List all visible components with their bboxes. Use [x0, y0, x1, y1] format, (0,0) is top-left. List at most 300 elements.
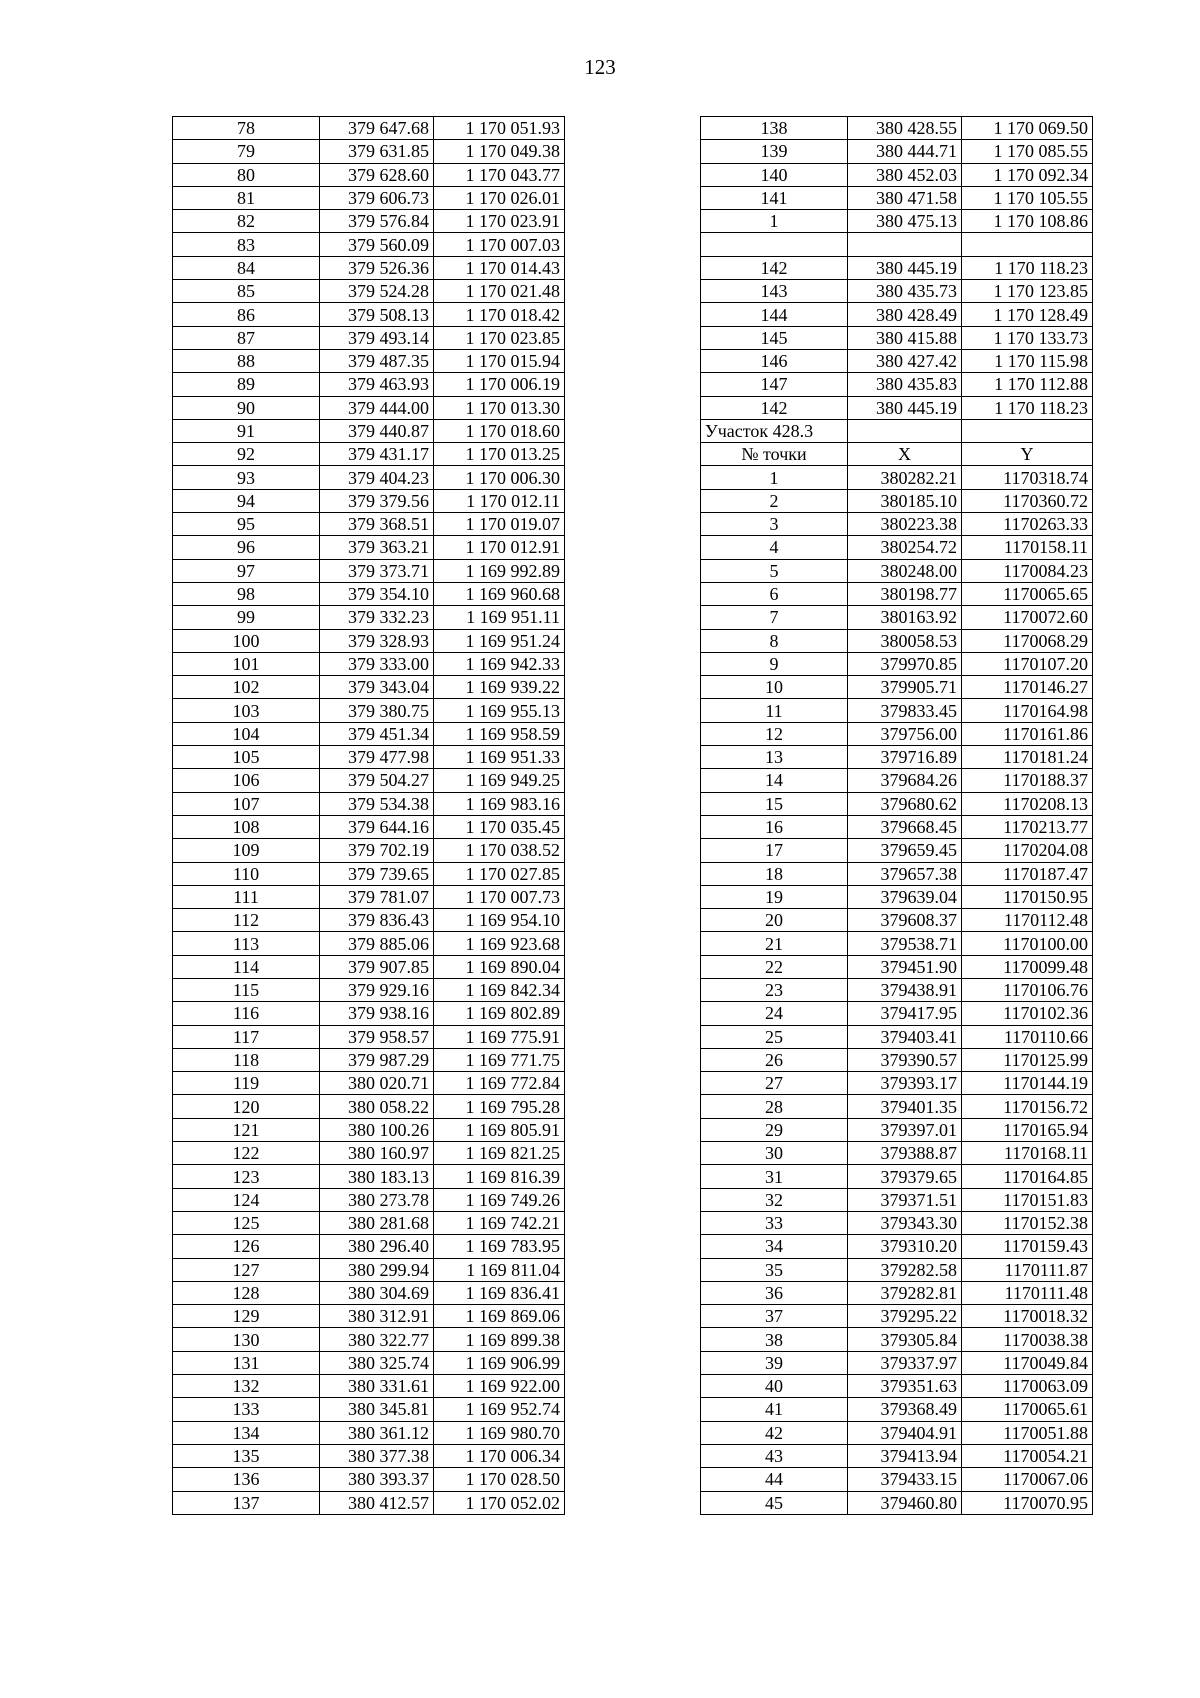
y-coordinate-cell: 1 169 922.00	[434, 1375, 565, 1398]
point-number-cell: 110	[173, 862, 320, 885]
y-coordinate-cell: 1170360.72	[962, 489, 1093, 512]
y-coordinate-cell: 1 170 013.25	[434, 443, 565, 466]
y-coordinate-cell: 1 170 015.94	[434, 349, 565, 372]
y-coordinate-cell: 1170111.87	[962, 1258, 1093, 1281]
x-coordinate-cell: 379 354.10	[320, 582, 434, 605]
point-number-cell: 11	[701, 699, 848, 722]
x-coordinate-cell: 379 328.93	[320, 629, 434, 652]
table-row	[173, 1398, 565, 1421]
table-row	[173, 536, 565, 559]
point-number-cell: 138	[701, 117, 848, 140]
y-coordinate-cell: 1170102.36	[962, 1002, 1093, 1025]
point-number-cell: 37	[701, 1305, 848, 1328]
y-coordinate-cell: 1170084.23	[962, 559, 1093, 582]
point-number-cell: 27	[701, 1072, 848, 1095]
table-row	[701, 909, 1093, 932]
y-coordinate-cell: 1 170 038.52	[434, 839, 565, 862]
x-coordinate-cell: 380 304.69	[320, 1281, 434, 1304]
y-coordinate-cell: 1 170 012.91	[434, 536, 565, 559]
table-row	[701, 280, 1093, 303]
point-number-cell: 101	[173, 652, 320, 675]
x-coordinate-cell: 379305.84	[848, 1328, 962, 1351]
table-row	[701, 256, 1093, 279]
y-coordinate-cell: 1 170 112.88	[962, 373, 1093, 396]
x-coordinate-cell: 379 493.14	[320, 326, 434, 349]
x-coordinate-cell: 379282.81	[848, 1281, 962, 1304]
x-coordinate-cell: 379 333.00	[320, 652, 434, 675]
table-row	[701, 652, 1093, 675]
y-coordinate-cell: 1 169 795.28	[434, 1095, 565, 1118]
y-coordinate-cell: 1170164.85	[962, 1165, 1093, 1188]
table-row	[701, 885, 1093, 908]
table-row	[701, 1351, 1093, 1374]
point-number-cell: 100	[173, 629, 320, 652]
x-coordinate-cell: 379 504.27	[320, 769, 434, 792]
x-coordinate-cell: 380 183.13	[320, 1165, 434, 1188]
point-number-cell: 26	[701, 1048, 848, 1071]
x-coordinate-cell: 380058.53	[848, 629, 962, 652]
x-coordinate-cell: 379 363.21	[320, 536, 434, 559]
point-number-cell: 45	[701, 1491, 848, 1514]
table-row	[701, 303, 1093, 326]
table-row	[173, 722, 565, 745]
section-title-row	[701, 419, 1093, 442]
y-coordinate-cell: 1 170 021.48	[434, 280, 565, 303]
table-row	[173, 326, 565, 349]
point-number-cell: 137	[173, 1491, 320, 1514]
y-coordinate-cell: 1170151.83	[962, 1188, 1093, 1211]
y-coordinate-cell: 1170051.88	[962, 1421, 1093, 1444]
point-number-cell: 84	[173, 256, 320, 279]
table-row	[173, 513, 565, 536]
table-row	[173, 1491, 565, 1514]
point-number-cell: 113	[173, 932, 320, 955]
y-coordinate-cell: 1170070.95	[962, 1491, 1093, 1514]
y-coordinate-cell: 1 169 821.25	[434, 1142, 565, 1165]
table-row	[701, 1444, 1093, 1467]
y-coordinate-cell: 1170263.33	[962, 513, 1093, 536]
point-number-cell: 106	[173, 769, 320, 792]
x-coordinate-cell: 379413.94	[848, 1444, 962, 1467]
table-row	[701, 1235, 1093, 1258]
y-coordinate-cell: 1 170 051.93	[434, 117, 565, 140]
table-row	[173, 1118, 565, 1141]
table-row	[701, 978, 1093, 1001]
table-row	[173, 978, 565, 1001]
point-number-cell: 21	[701, 932, 848, 955]
x-coordinate-cell: 379351.63	[848, 1375, 962, 1398]
y-coordinate-cell: 1170165.94	[962, 1118, 1093, 1141]
point-number-cell: 1	[701, 210, 848, 233]
y-coordinate-cell: 1170208.13	[962, 792, 1093, 815]
y-coordinate-cell: 1 169 772.84	[434, 1072, 565, 1095]
point-number-cell: 87	[173, 326, 320, 349]
y-coordinate-cell: 1 170 006.34	[434, 1444, 565, 1467]
table-row	[173, 932, 565, 955]
x-coordinate-cell: 379 440.87	[320, 419, 434, 442]
x-coordinate-cell: 379 836.43	[320, 909, 434, 932]
y-coordinate-cell: 1 169 980.70	[434, 1421, 565, 1444]
y-coordinate-cell: 1170067.06	[962, 1468, 1093, 1491]
table-row	[701, 792, 1093, 815]
x-coordinate-cell: 379401.35	[848, 1095, 962, 1118]
x-coordinate-cell: 379 938.16	[320, 1002, 434, 1025]
table-row	[173, 349, 565, 372]
table-row	[701, 1165, 1093, 1188]
x-coordinate-cell: 380 299.94	[320, 1258, 434, 1281]
table-row	[701, 862, 1093, 885]
x-coordinate-cell: 380 281.68	[320, 1211, 434, 1234]
x-coordinate-cell: 379417.95	[848, 1002, 962, 1025]
x-coordinate-cell: 380 377.38	[320, 1444, 434, 1467]
point-number-cell: 126	[173, 1235, 320, 1258]
point-number-cell: 79	[173, 140, 320, 163]
point-number-cell: 120	[173, 1095, 320, 1118]
table-row	[701, 326, 1093, 349]
y-coordinate-cell: 1170068.29	[962, 629, 1093, 652]
table-row	[701, 629, 1093, 652]
table-row	[173, 233, 565, 256]
section-title: Участок 428.3	[701, 419, 848, 442]
point-number-cell: 7	[701, 606, 848, 629]
y-coordinate-cell: 1 170 035.45	[434, 815, 565, 838]
table-row	[173, 1421, 565, 1444]
point-number-cell: 78	[173, 117, 320, 140]
table-row	[173, 1328, 565, 1351]
y-coordinate-cell: 1170110.66	[962, 1025, 1093, 1048]
y-coordinate-cell	[962, 233, 1093, 256]
table-row	[701, 1072, 1093, 1095]
table-row	[173, 396, 565, 419]
point-number-cell: 125	[173, 1211, 320, 1234]
point-number-cell: 133	[173, 1398, 320, 1421]
table-row	[701, 536, 1093, 559]
y-coordinate-cell: 1 170 049.38	[434, 140, 565, 163]
point-number-cell: 30	[701, 1142, 848, 1165]
header-y: Y	[962, 443, 1093, 466]
point-number-cell: 145	[701, 326, 848, 349]
table-row	[173, 1351, 565, 1374]
x-coordinate-cell: 379 508.13	[320, 303, 434, 326]
y-coordinate-cell: 1 170 023.91	[434, 210, 565, 233]
y-coordinate-cell: 1170213.77	[962, 815, 1093, 838]
y-coordinate-cell: 1 169 992.89	[434, 559, 565, 582]
x-coordinate-cell: 379 628.60	[320, 163, 434, 186]
point-number-cell: 142	[701, 396, 848, 419]
y-coordinate-cell: 1170100.00	[962, 932, 1093, 955]
table-row	[173, 769, 565, 792]
y-coordinate-cell: 1 169 783.95	[434, 1235, 565, 1258]
y-coordinate-cell: 1 169 951.33	[434, 746, 565, 769]
table-row	[173, 629, 565, 652]
y-coordinate-cell: 1170106.76	[962, 978, 1093, 1001]
x-coordinate-cell: 379 647.68	[320, 117, 434, 140]
x-coordinate-cell: 380254.72	[848, 536, 962, 559]
y-coordinate-cell: 1 169 949.25	[434, 769, 565, 792]
point-number-cell: 111	[173, 885, 320, 908]
table-row	[173, 815, 565, 838]
y-coordinate-cell: 1 169 906.99	[434, 1351, 565, 1374]
table-row	[701, 1375, 1093, 1398]
point-number-cell: 2	[701, 489, 848, 512]
point-number-cell: 19	[701, 885, 848, 908]
table-row	[701, 466, 1093, 489]
x-coordinate-cell: 379 644.16	[320, 815, 434, 838]
y-coordinate-cell: 1 170 108.86	[962, 210, 1093, 233]
table-row	[173, 792, 565, 815]
point-number-cell: 4	[701, 536, 848, 559]
y-coordinate-cell: 1 170 092.34	[962, 163, 1093, 186]
x-coordinate-cell: 379 885.06	[320, 932, 434, 955]
table-row	[173, 373, 565, 396]
y-coordinate-cell: 1170112.48	[962, 909, 1093, 932]
point-number-cell: 107	[173, 792, 320, 815]
table-row	[701, 1048, 1093, 1071]
x-coordinate-cell: 380 412.57	[320, 1491, 434, 1514]
y-coordinate-cell: 1170018.32	[962, 1305, 1093, 1328]
table-row	[173, 1188, 565, 1211]
y-coordinate-cell: 1170054.21	[962, 1444, 1093, 1467]
table-row	[701, 489, 1093, 512]
table-row	[173, 1444, 565, 1467]
point-number-cell: 42	[701, 1421, 848, 1444]
y-coordinate-cell: 1 170 043.77	[434, 163, 565, 186]
x-coordinate-cell: 379905.71	[848, 676, 962, 699]
table-row	[173, 186, 565, 209]
x-coordinate-cell: 379659.45	[848, 839, 962, 862]
table-row	[173, 955, 565, 978]
y-coordinate-cell: 1 169 842.34	[434, 978, 565, 1001]
table-row	[701, 699, 1093, 722]
y-coordinate-cell: 1 169 939.22	[434, 676, 565, 699]
point-number-cell: 33	[701, 1211, 848, 1234]
table-row	[173, 606, 565, 629]
y-coordinate-cell: 1 169 952.74	[434, 1398, 565, 1421]
x-coordinate-cell: 379451.90	[848, 955, 962, 978]
y-coordinate-cell: 1 169 869.06	[434, 1305, 565, 1328]
x-coordinate-cell: 379388.87	[848, 1142, 962, 1165]
point-number-cell: 32	[701, 1188, 848, 1211]
y-coordinate-cell: 1 169 983.16	[434, 792, 565, 815]
x-coordinate-cell: 379403.41	[848, 1025, 962, 1048]
table-row	[701, 839, 1093, 862]
x-coordinate-cell: 379438.91	[848, 978, 962, 1001]
x-coordinate-cell	[848, 233, 962, 256]
point-number-cell: 109	[173, 839, 320, 862]
table-row	[701, 955, 1093, 978]
point-number-cell: 141	[701, 186, 848, 209]
y-coordinate-cell: 1 170 019.07	[434, 513, 565, 536]
table-row	[701, 233, 1093, 256]
point-number-cell: 128	[173, 1281, 320, 1304]
y-coordinate-cell: 1 169 890.04	[434, 955, 565, 978]
point-number-cell: 97	[173, 559, 320, 582]
point-number-cell: 41	[701, 1398, 848, 1421]
table-row	[701, 117, 1093, 140]
y-coordinate-cell: 1170188.37	[962, 769, 1093, 792]
page-number: 123	[584, 55, 616, 79]
table-row	[173, 210, 565, 233]
y-coordinate-cell: 1170065.65	[962, 582, 1093, 605]
point-number-cell: 35	[701, 1258, 848, 1281]
table-row	[173, 117, 565, 140]
table-row	[173, 163, 565, 186]
x-coordinate-cell: 380 331.61	[320, 1375, 434, 1398]
table-row	[173, 676, 565, 699]
table-row	[701, 513, 1093, 536]
table-row	[701, 746, 1093, 769]
point-number-cell: 122	[173, 1142, 320, 1165]
y-coordinate-cell: 1170164.98	[962, 699, 1093, 722]
x-coordinate-cell: 379833.45	[848, 699, 962, 722]
y-coordinate-cell: 1170144.19	[962, 1072, 1093, 1095]
x-coordinate-cell: 379 987.29	[320, 1048, 434, 1071]
x-coordinate-cell: 380248.00	[848, 559, 962, 582]
table-row	[701, 676, 1093, 699]
point-number-cell: 116	[173, 1002, 320, 1025]
point-number-cell: 38	[701, 1328, 848, 1351]
table-row	[173, 909, 565, 932]
x-coordinate-cell: 380 296.40	[320, 1235, 434, 1258]
table-row	[173, 1258, 565, 1281]
table-row	[173, 1211, 565, 1234]
y-coordinate-cell: 1 169 836.41	[434, 1281, 565, 1304]
y-coordinate-cell: 1 169 749.26	[434, 1188, 565, 1211]
point-number-cell: 144	[701, 303, 848, 326]
table-row	[701, 1468, 1093, 1491]
table-row	[173, 582, 565, 605]
point-number-cell: 13	[701, 746, 848, 769]
y-coordinate-cell: 1170204.08	[962, 839, 1093, 862]
point-number-cell: 5	[701, 559, 848, 582]
point-number-cell: 119	[173, 1072, 320, 1095]
x-coordinate-cell: 380282.21	[848, 466, 962, 489]
y-coordinate-cell: 1170107.20	[962, 652, 1093, 675]
y-coordinate-cell: 1 170 018.60	[434, 419, 565, 442]
point-number-cell: 40	[701, 1375, 848, 1398]
point-number-cell: 118	[173, 1048, 320, 1071]
y-coordinate-cell: 1 170 006.30	[434, 466, 565, 489]
table-row	[173, 1025, 565, 1048]
point-number-cell: 123	[173, 1165, 320, 1188]
point-number-cell: 89	[173, 373, 320, 396]
table-row	[173, 1095, 565, 1118]
point-number-cell: 147	[701, 373, 848, 396]
table-row	[173, 839, 565, 862]
x-coordinate-cell: 379 463.93	[320, 373, 434, 396]
y-coordinate-cell: 1 169 775.91	[434, 1025, 565, 1048]
x-coordinate-cell: 379390.57	[848, 1048, 962, 1071]
y-coordinate-cell: 1170125.99	[962, 1048, 1093, 1071]
table-cell	[848, 419, 962, 442]
x-coordinate-cell: 380 452.03	[848, 163, 962, 186]
table-row	[173, 1235, 565, 1258]
point-number-cell: 136	[173, 1468, 320, 1491]
y-coordinate-cell: 1170150.95	[962, 885, 1093, 908]
x-coordinate-cell: 379368.49	[848, 1398, 962, 1421]
table-row	[701, 722, 1093, 745]
y-coordinate-cell: 1 169 951.24	[434, 629, 565, 652]
point-number-cell: 102	[173, 676, 320, 699]
y-coordinate-cell: 1170099.48	[962, 955, 1093, 978]
table-row	[701, 186, 1093, 209]
y-coordinate-cell: 1 170 028.50	[434, 1468, 565, 1491]
x-coordinate-cell: 379 907.85	[320, 955, 434, 978]
x-coordinate-cell: 379 534.38	[320, 792, 434, 815]
x-coordinate-cell: 379756.00	[848, 722, 962, 745]
table-row	[701, 606, 1093, 629]
table-row	[701, 163, 1093, 186]
x-coordinate-cell: 379 477.98	[320, 746, 434, 769]
point-number-cell: 80	[173, 163, 320, 186]
point-number-cell: 139	[701, 140, 848, 163]
x-coordinate-cell: 380 325.74	[320, 1351, 434, 1374]
point-number-cell: 8	[701, 629, 848, 652]
x-coordinate-cell: 379 702.19	[320, 839, 434, 862]
x-coordinate-cell: 380198.77	[848, 582, 962, 605]
x-coordinate-cell: 379 373.71	[320, 559, 434, 582]
table-row	[173, 419, 565, 442]
x-coordinate-cell: 379 524.28	[320, 280, 434, 303]
point-number-cell: 9	[701, 652, 848, 675]
point-number-cell: 12	[701, 722, 848, 745]
table-row	[173, 303, 565, 326]
x-coordinate-cell: 379 368.51	[320, 513, 434, 536]
y-coordinate-cell: 1170159.43	[962, 1235, 1093, 1258]
y-coordinate-cell: 1170318.74	[962, 466, 1093, 489]
x-coordinate-cell: 379 958.57	[320, 1025, 434, 1048]
x-coordinate-cell: 380 415.88	[848, 326, 962, 349]
table-row	[173, 140, 565, 163]
y-coordinate-cell: 1 170 069.50	[962, 117, 1093, 140]
y-coordinate-cell: 1 169 958.59	[434, 722, 565, 745]
point-number-cell: 85	[173, 280, 320, 303]
x-coordinate-cell: 379 379.56	[320, 489, 434, 512]
table-row	[173, 466, 565, 489]
point-number-cell: 20	[701, 909, 848, 932]
x-coordinate-cell: 380185.10	[848, 489, 962, 512]
x-coordinate-cell: 379538.71	[848, 932, 962, 955]
x-coordinate-cell: 379433.15	[848, 1468, 962, 1491]
point-number-cell: 93	[173, 466, 320, 489]
y-coordinate-cell: 1 170 115.98	[962, 349, 1093, 372]
x-coordinate-cell: 379 606.73	[320, 186, 434, 209]
point-number-cell: 132	[173, 1375, 320, 1398]
table-row	[701, 349, 1093, 372]
x-coordinate-cell: 379 739.65	[320, 862, 434, 885]
table-row	[173, 256, 565, 279]
y-coordinate-cell: 1170161.86	[962, 722, 1093, 745]
y-coordinate-cell: 1170063.09	[962, 1375, 1093, 1398]
table-row	[173, 1072, 565, 1095]
table-header-row	[701, 443, 1093, 466]
table-row	[701, 140, 1093, 163]
header-point-number: № точки	[701, 443, 848, 466]
point-number-cell: 135	[173, 1444, 320, 1467]
x-coordinate-cell: 379668.45	[848, 815, 962, 838]
x-coordinate-cell: 379657.38	[848, 862, 962, 885]
table-cell	[962, 419, 1093, 442]
point-number-cell: 114	[173, 955, 320, 978]
x-coordinate-cell: 379970.85	[848, 652, 962, 675]
point-number-cell: 115	[173, 978, 320, 1001]
point-number-cell: 44	[701, 1468, 848, 1491]
table-row	[701, 769, 1093, 792]
y-coordinate-cell: 1 169 951.11	[434, 606, 565, 629]
point-number-cell: 99	[173, 606, 320, 629]
point-number-cell: 95	[173, 513, 320, 536]
y-coordinate-cell: 1170072.60	[962, 606, 1093, 629]
